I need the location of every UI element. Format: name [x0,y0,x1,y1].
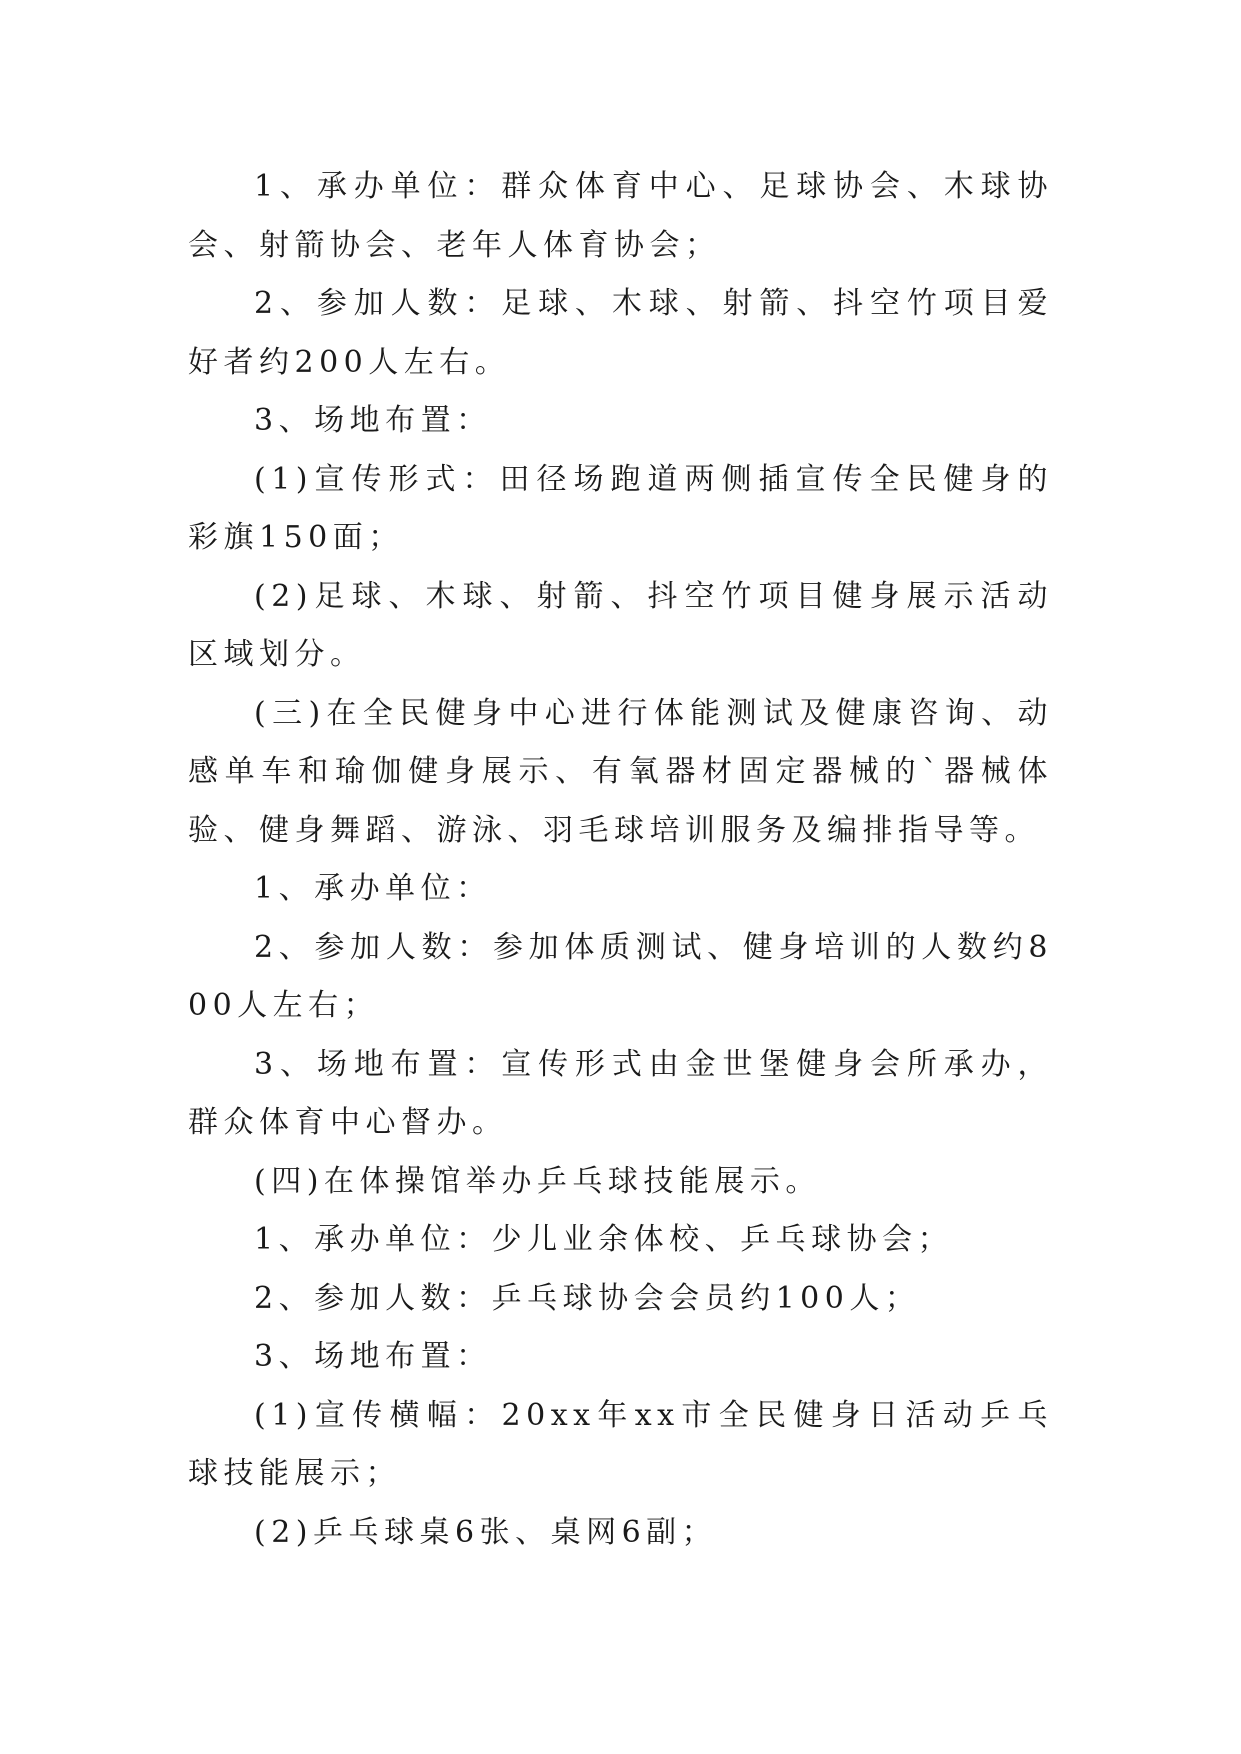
paragraph-8: 2、参加人数：参加体质测试、健身培训的人数约800人左右； [188,929,1053,1023]
paragraph-10: (四)在体操馆举办乒乓球技能展示。 [254,1163,821,1199]
document-page [188,158,1053,1562]
paragraph-12: 2、参加人数：乒乓球协会会员约100人； [254,1280,921,1316]
paragraph-14: (1)宣传横幅：20xx年xx市全民健身日活动乒乓球技能展示； [188,1397,1053,1491]
paragraph-6: (三)在全民健身中心进行体能测试及健康咨询、动感单车和瑜伽健身展示、有氧器材固定器械的`器械体验、健身舞蹈、游泳、羽毛球培训服务及编排指导等。 [188,695,1053,848]
paragraph-2: 2、参加人数：足球、木球、射箭、抖空竹项目爱好者约200人左右。 [188,286,1053,380]
paragraph-3: 3、场地布置： [254,403,492,438]
paragraph-1: 1、承办单位：群众体育中心、足球协会、木球协会、射箭协会、老年人体育协会； [188,169,1053,263]
paragraph-15: (2)乒乓球桌6张、桌网6副； [254,1514,718,1550]
paragraph-4: (1)宣传形式：田径场跑道两侧插宣传全民健身的彩旗150面； [188,461,1053,555]
paragraph-13: 3、场地布置： [254,1339,492,1374]
paragraph-11: 1、承办单位：少儿业余体校、乒乓球协会； [254,1222,954,1257]
paragraph-7: 1、承办单位： [254,871,492,906]
paragraph-9: 3、场地布置：宣传形式由金世堡健身会所承办，群众体育中心督办。 [188,1046,1053,1140]
paragraph-5: (2)足球、木球、射箭、抖空竹项目健身展示活动区域划分。 [188,578,1053,672]
